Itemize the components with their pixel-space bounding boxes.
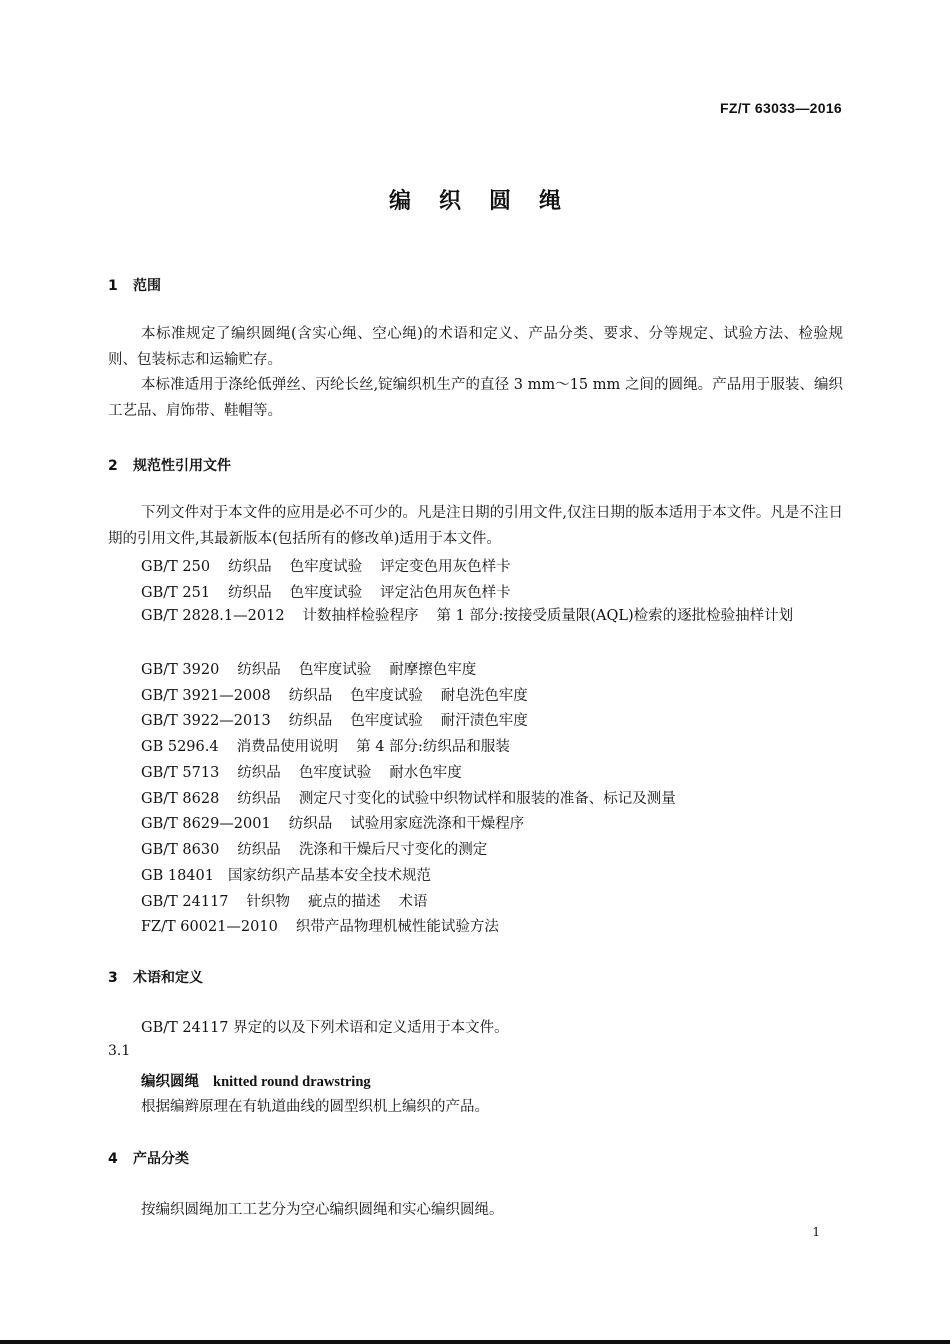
section-title: 规范性引用文件 (133, 458, 231, 474)
term-name-zh: 编织圆绳 (141, 1074, 199, 1090)
reference-code: GB/T 250 (141, 559, 211, 575)
reference-item (141, 581, 511, 602)
reference-part: 评定变色用灰色样卡 (380, 559, 511, 575)
reference-item (141, 709, 528, 730)
reference-code: GB/T 251 (141, 585, 211, 601)
reference-part: 色牢度试验 (350, 713, 423, 729)
reference-part: 织带产品物理机械性能试验方法 (295, 919, 499, 935)
term-title (141, 1070, 371, 1091)
section-title: 术语和定义 (133, 970, 203, 986)
section-number: 1 (108, 278, 118, 294)
section-number: 4 (108, 1151, 118, 1167)
section-number: 2 (108, 458, 118, 474)
section-1-paragraph-2: 本标准适用于涤纶低弹丝、丙纶长丝,锭编织机生产的直径 3 mm～15 mm 之间的圆绳。产品用于服装、编织工艺品、肩饰带、鞋帽等。 (108, 377, 843, 419)
reference-part: 纺织品 (288, 713, 333, 729)
reference-item (108, 603, 843, 629)
reference-part: 耐汗渍色牢度 (440, 713, 528, 729)
page-number: 1 (812, 1225, 820, 1239)
reference-part: 纺织品 (237, 791, 281, 807)
reference-item (141, 890, 428, 911)
reference-part: 色牢度试验 (289, 559, 363, 575)
reference-part: 针织物 (246, 894, 291, 910)
reference-code: GB/T 3920 (141, 662, 220, 678)
section-4-heading (108, 1148, 189, 1168)
section-2-intro: 下列文件对于本文件的应用是必不可少的。凡是注日期的引用文件,仅注日期的版本适用于本文件。凡是不注日期的引用文件,其最新版本(包括所有的修改单)适用于本文件。 (108, 505, 843, 547)
document-title: 编织圆绳 (388, 189, 589, 214)
reference-code: GB/T 8628 (141, 791, 220, 807)
term-definition: 根据编辫原理在有轨道曲线的圆型织机上编织的产品。 (141, 1099, 489, 1115)
reference-part: 纺织品 (237, 842, 281, 858)
reference-part: 色牢度试验 (298, 662, 372, 678)
reference-part: 国家纺织产品基本安全技术规范 (227, 868, 431, 884)
reference-item (141, 838, 487, 859)
reference-part: 第 4 部分:纺织品和服装 (356, 739, 510, 755)
reference-part: 评定沾色用灰色样卡 (380, 585, 511, 601)
reference-item (141, 761, 462, 782)
reference-part: 耐皂洗色牢度 (440, 688, 528, 704)
section-1-paragraph-1: 本标准规定了编织圆绳(含实心绳、空心绳)的术语和定义、产品分类、要求、分等规定、试验方法、检验规则、包装标志和运输贮存。 (108, 326, 843, 368)
reference-part: 纺织品 (228, 559, 272, 575)
reference-item (141, 787, 676, 808)
reference-code: GB/T 3921—2008 (141, 688, 271, 704)
reference-part: 疵点的描述 (308, 894, 381, 910)
reference-part: 纺织品 (288, 688, 333, 704)
reference-part: 纺织品 (228, 585, 272, 601)
reference-item (141, 684, 528, 705)
reference-code: FZ/T 60021—2010 (141, 919, 278, 935)
standard-code: FZ/T 63033—2016 (719, 100, 842, 116)
reference-part: 色牢度试验 (350, 688, 423, 704)
reference-part: 消费品使用说明 (236, 739, 339, 755)
reference-code: GB 18401 (141, 868, 214, 884)
reference-part: 耐摩擦色牢度 (389, 662, 477, 678)
reference-code: GB/T 8629—2001 (141, 816, 271, 832)
reference-part: 计数抽样检验程序 (302, 608, 419, 624)
term-number: 3.1 (108, 1043, 131, 1059)
section-3-heading (108, 967, 203, 987)
reference-part: 第 1 部分:按接受质量限(AQL)检索的逐批检验抽样计划 (436, 608, 794, 624)
reference-part: 纺织品 (237, 765, 281, 781)
reference-part: 测定尺寸变化的试验中织物试样和服装的准备、标记及测量 (298, 791, 676, 807)
reference-item (141, 735, 510, 756)
reference-item (141, 555, 511, 576)
reference-item (141, 864, 431, 885)
reference-part: 术语 (398, 894, 428, 910)
section-2-heading (108, 455, 231, 475)
reference-part: 色牢度试验 (298, 765, 372, 781)
reference-item (141, 658, 476, 679)
reference-item (141, 812, 524, 833)
reference-part: 色牢度试验 (289, 585, 363, 601)
reference-code: GB/T 5713 (141, 765, 220, 781)
section-3-intro: GB/T 24117 界定的以及下列术语和定义适用于本文件。 (141, 1020, 509, 1036)
reference-part: 纺织品 (237, 662, 281, 678)
section-title: 产品分类 (133, 1151, 189, 1167)
reference-part: 纺织品 (288, 816, 333, 832)
reference-code: GB 5296.4 (141, 739, 219, 755)
reference-item (141, 915, 499, 936)
section-4-text: 按编织圆绳加工工艺分为空心编织圆绳和实心编织圆绳。 (141, 1202, 504, 1218)
section-1-heading (108, 275, 161, 295)
reference-code: GB/T 8630 (141, 842, 220, 858)
reference-part: 试验用家庭洗涤和干燥程序 (350, 816, 525, 832)
reference-part: 洗涤和干燥后尺寸变化的测定 (298, 842, 488, 858)
reference-code: GB/T 3922—2013 (141, 713, 271, 729)
section-title: 范围 (133, 278, 161, 294)
bottom-border (0, 1340, 950, 1344)
reference-code: GB/T 24117 (141, 894, 229, 910)
reference-part: 耐水色牢度 (389, 765, 462, 781)
reference-code: GB/T 2828.1—2012 (141, 608, 285, 624)
section-number: 3 (108, 970, 118, 986)
term-name-en: knitted round drawstring (213, 1074, 371, 1090)
